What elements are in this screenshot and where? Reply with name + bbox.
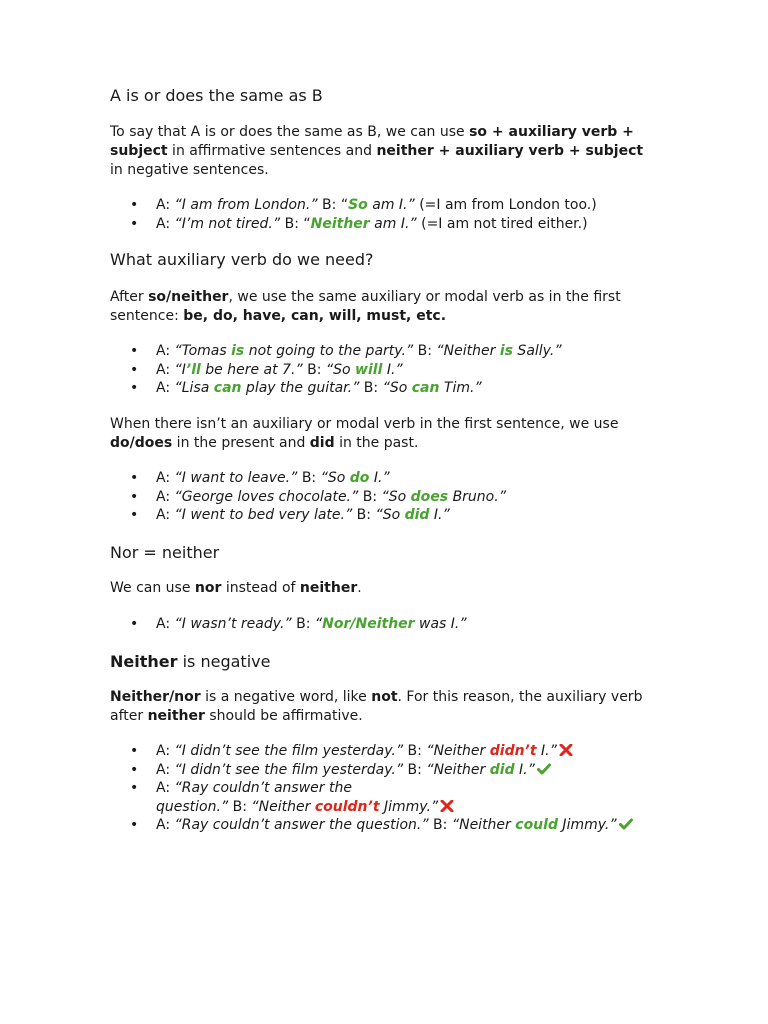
- list-item-continuation: question.” B: “Neither couldn’t Jimmy.”: [110, 798, 680, 817]
- intro-paragraph: To say that A is or does the same as B, we can use so + auxiliary verb + subject in affirmative sentences and neither + auxiliary verb + subject in negative sentences.: [110, 124, 644, 178]
- list-item: • A: “I went to bed very late.” B: “So did I.”: [130, 507, 450, 523]
- example-list-1: [110, 196, 680, 233]
- list-item: • A: “Ray couldn’t answer the: [130, 780, 352, 796]
- example-list-4: [110, 615, 680, 634]
- heading-neither-negative: Neither is negative: [110, 652, 271, 671]
- cross-icon: [440, 800, 454, 812]
- check-icon: [619, 818, 633, 830]
- list-item: • A: “I want to leave.” B: “So do I.”: [130, 470, 390, 486]
- list-item: • A: “Lisa can play the guitar.” B: “So can Tim.”: [130, 380, 482, 396]
- list-item: • A: “Tomas is not going to the party.” B: “Neither is Sally.”: [130, 343, 562, 359]
- cross-icon: [559, 744, 573, 756]
- paragraph-after-so-neither: After so/neither, we use the same auxiliary or modal verb as in the first sentence: be, do, have, can, will, must, etc.: [110, 289, 621, 324]
- paragraph-nor: We can use nor instead of neither.: [110, 580, 362, 596]
- example-list-5: [110, 742, 680, 835]
- heading-which-auxiliary: What auxiliary verb do we need?: [110, 250, 374, 269]
- heading-nor-neither: Nor = neither: [110, 543, 220, 562]
- list-item: • A: “I am from London.” B: “So am I.” (=I am from London too.): [130, 197, 597, 213]
- list-item: • A: “Ray couldn’t answer the question.” B: “Neither could Jimmy.”: [110, 816, 680, 835]
- check-icon: [537, 763, 551, 775]
- list-item: • A: “I’ll be here at 7.” B: “So will I.”: [130, 361, 403, 378]
- list-item: • A: “George loves chocolate.” B: “So does Bruno.”: [130, 488, 506, 505]
- example-list-2: [110, 342, 680, 398]
- heading-same-as: A is or does the same as B: [110, 86, 323, 105]
- list-item: • A: “I wasn’t ready.” B: “Nor/Neither was I.”: [130, 616, 467, 632]
- list-item: • A: “I didn’t see the film yesterday.” B: “Neither didn’t I.”: [110, 742, 680, 761]
- list-item: • A: “I’m not tired.” B: “Neither am I.” (=I am not tired either.): [130, 215, 588, 232]
- list-item: • A: “I didn’t see the film yesterday.” B: “Neither did I.”: [110, 761, 680, 780]
- paragraph-do-does: When there isn’t an auxiliary or modal verb in the first sentence, we use do/does in the present and did in the past.: [110, 416, 619, 451]
- paragraph-negative-word: Neither/nor is a negative word, like not. For this reason, the auxiliary verb after neither should be affirmative.: [110, 689, 643, 724]
- example-list-3: [110, 469, 680, 525]
